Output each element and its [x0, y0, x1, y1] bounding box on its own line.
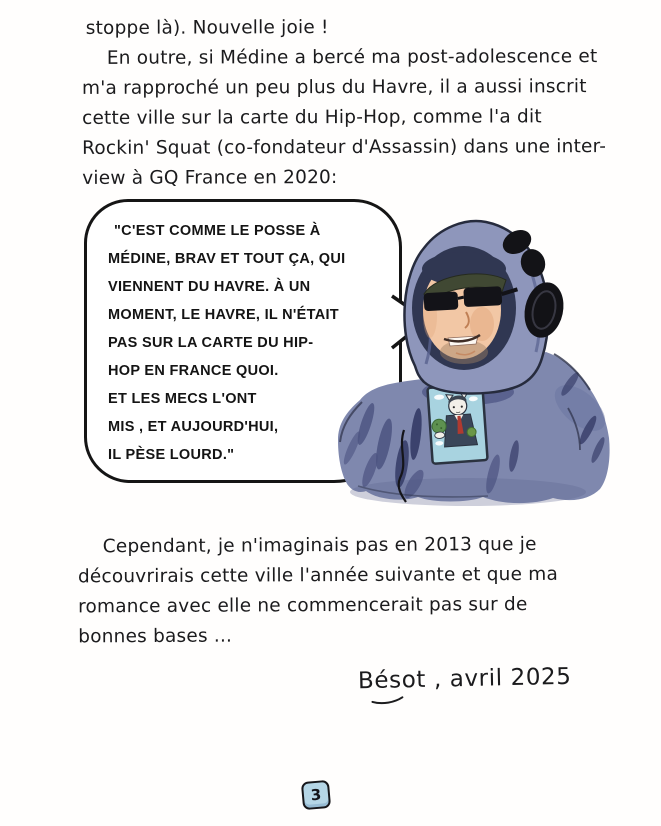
- hooded-man-illustration: [318, 212, 653, 532]
- quote-line: PAS SUR LA CARTE DU HIP-: [108, 335, 314, 351]
- intro-paragraph: [82, 12, 608, 194]
- outro-paragraph: [78, 530, 604, 653]
- signature-underline-flourish: [370, 695, 404, 705]
- text-line: view à GQ France en 2020:: [82, 167, 338, 189]
- page-number: 3: [310, 785, 322, 805]
- text-line: découvrirais cette ville l'année suivante et que ma: [77, 563, 559, 588]
- quote-line: MÉDINE, BRAV ET TOUT ÇA, QUI: [108, 251, 346, 267]
- text-line: m'a rapproché un peu plus du Havre, il a aussi inscrit: [81, 76, 587, 99]
- quote-line: MOMENT, LE HAVRE, IL N'ÉTAIT: [108, 307, 339, 323]
- quote-line: ET LES MECS L'ONT: [108, 391, 257, 407]
- page-number-badge: [301, 780, 331, 810]
- chest-print-cat: [427, 384, 487, 464]
- text-line: romance avec elle ne commencerait pas sur de: [78, 594, 528, 618]
- text-line: stoppe là). Nouvelle joie !: [85, 17, 329, 39]
- quote-line: MIS , ET AUJOURD'HUI,: [108, 419, 279, 435]
- text-line: Rockin' Squat (co-fondateur d'Assassin) dans une inter-: [82, 136, 607, 159]
- signature-text: Bésot , avril 2025: [357, 663, 572, 695]
- quote-line: VIENNENT DU HAVRE. À UN: [108, 279, 311, 295]
- text-line: En outre, si Médine a bercé ma post-adolescence et: [106, 46, 598, 69]
- quote-line: HOP EN FRANCE QUOI.: [108, 363, 279, 379]
- text-line: cette ville sur la carte du Hip-Hop, comme l'a dit: [82, 106, 542, 129]
- quote-line: "C'EST COMME LE POSSE À: [114, 223, 321, 239]
- quote-line: IL PÈSE LOURD.": [108, 447, 235, 463]
- text-line: bonnes bases ...: [78, 625, 233, 648]
- text-line: Cependant, je n'imaginais pas en 2013 que je: [102, 533, 537, 558]
- signature: [358, 664, 572, 694]
